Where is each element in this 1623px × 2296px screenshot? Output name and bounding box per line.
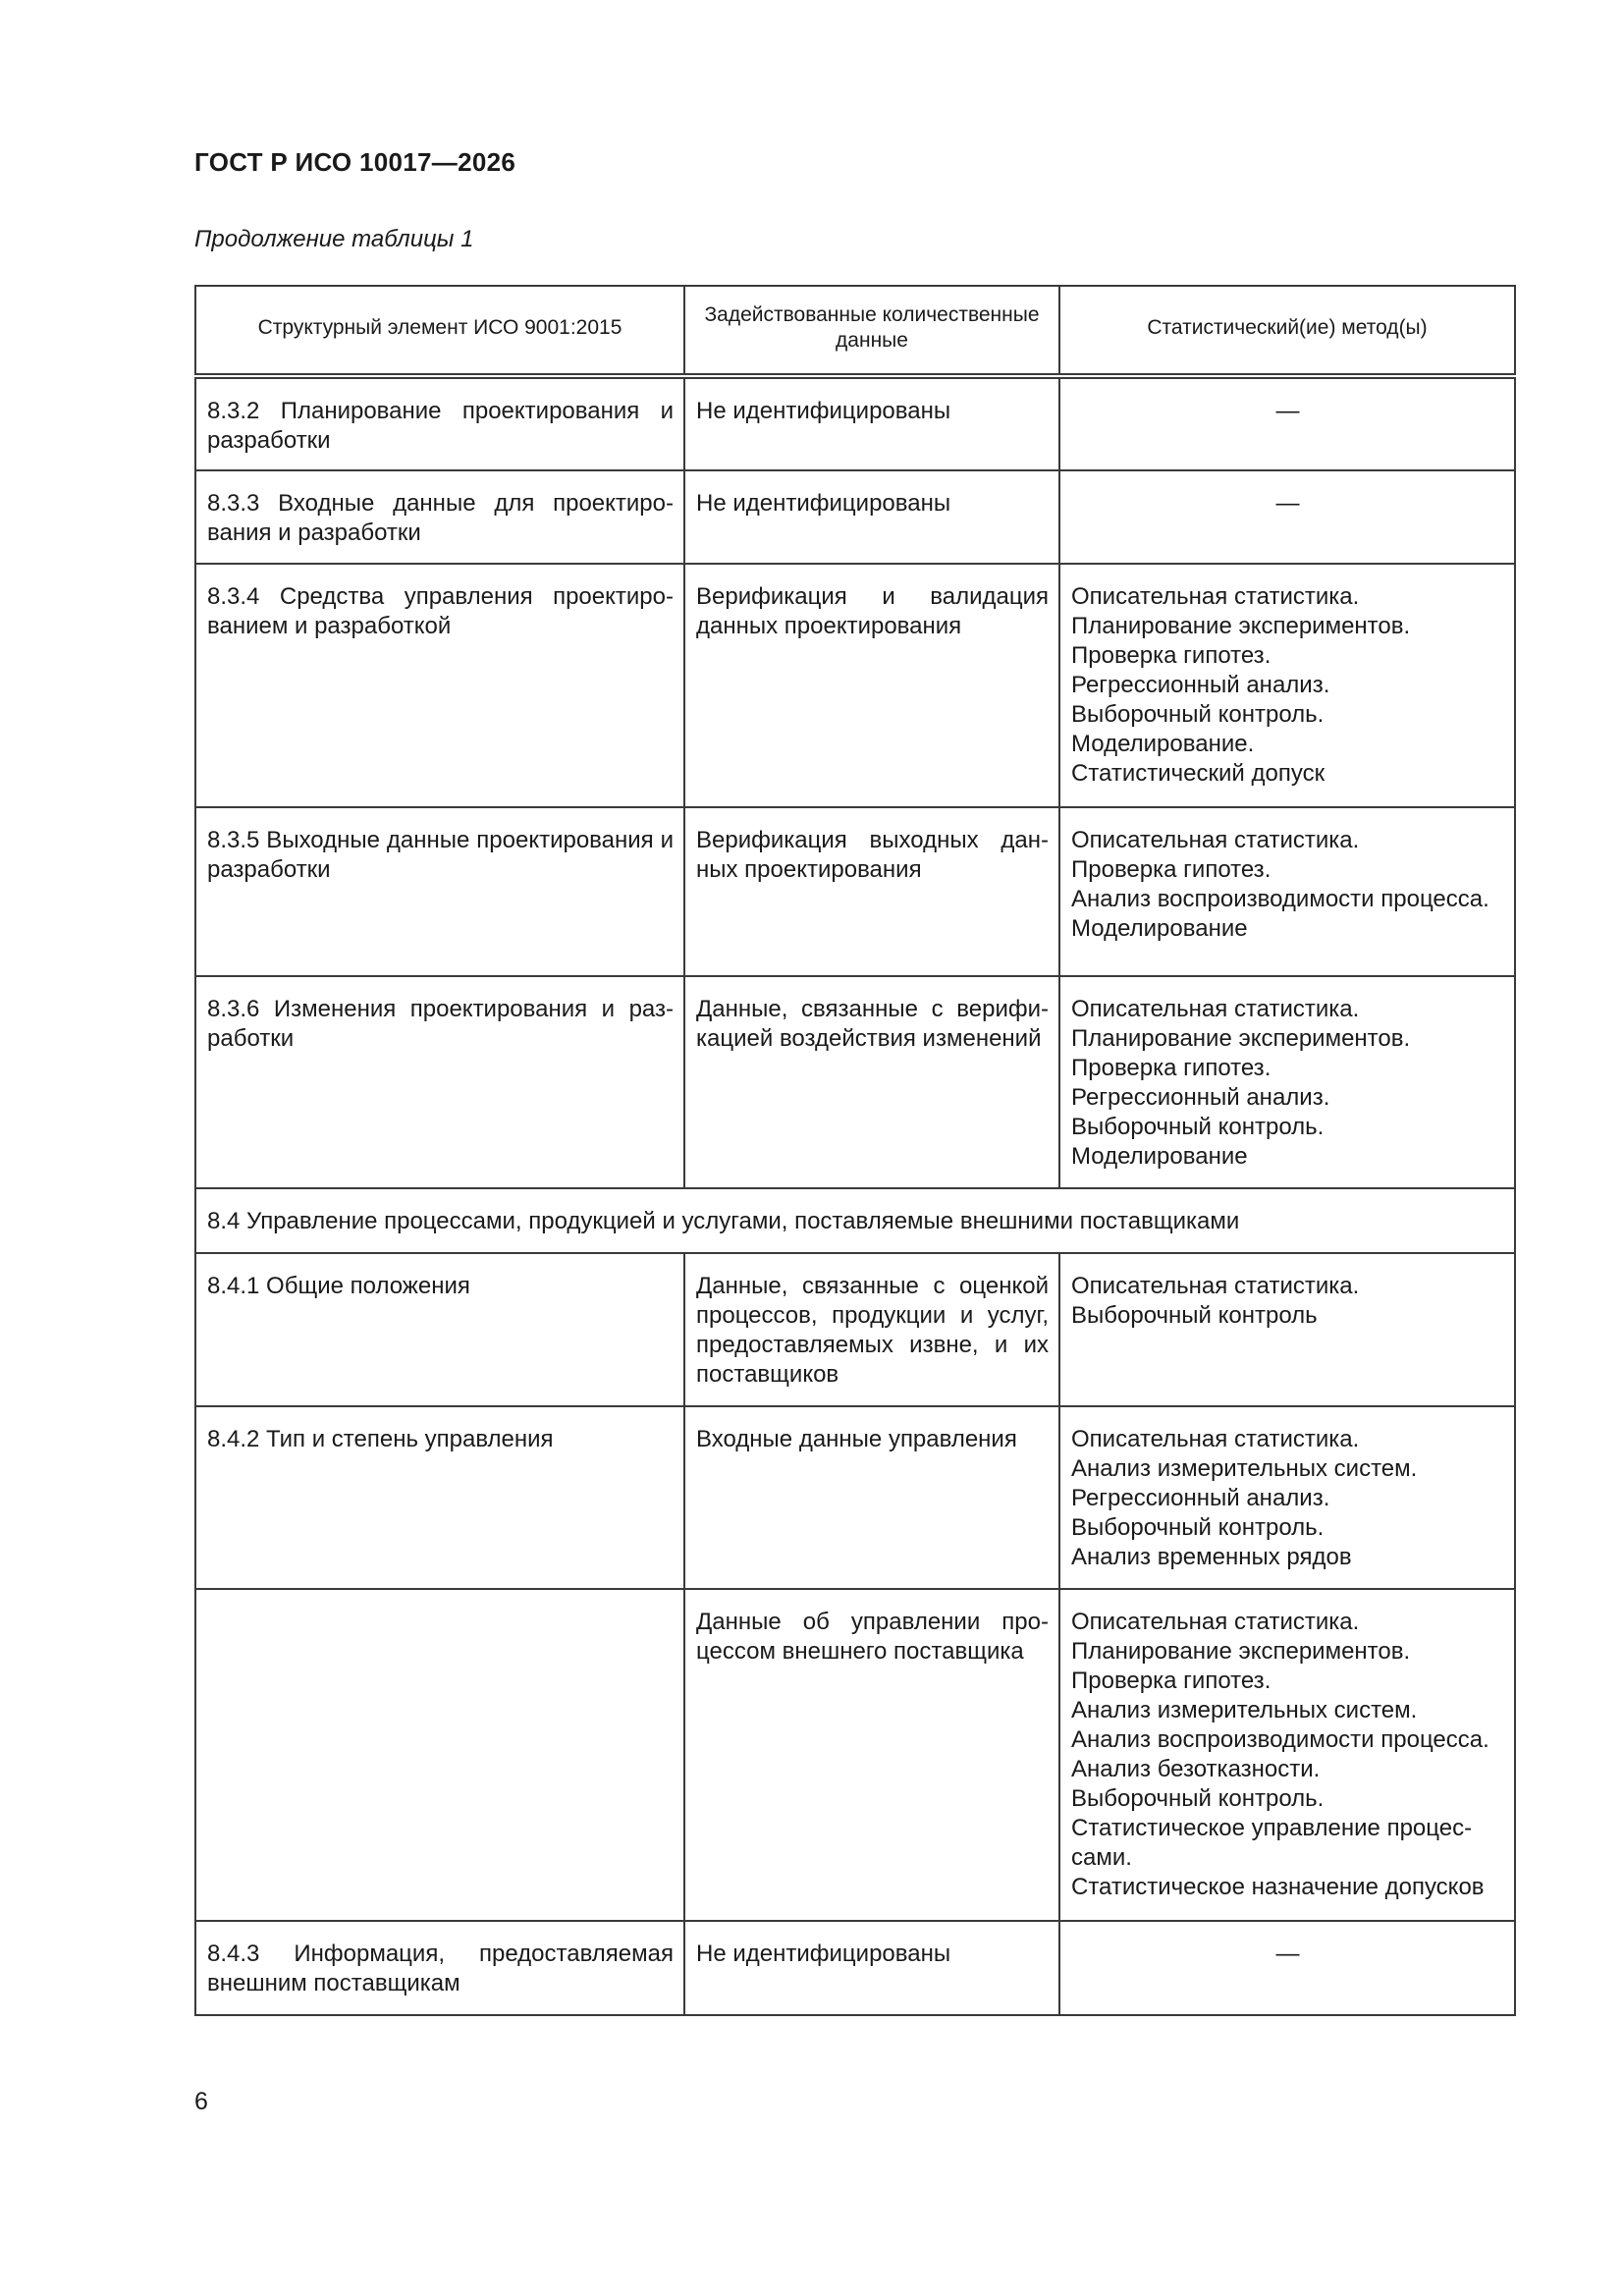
element-cell: 8.3.3 Входные данные для проектирования и разработки <box>195 470 684 564</box>
method-item: Регрессионный анализ. <box>1071 672 1330 698</box>
method-item: Регрессионный анализ. <box>1071 1084 1330 1111</box>
method-item: Описательная статистика. <box>1071 827 1360 853</box>
method-item: Статистический допуск <box>1071 760 1325 787</box>
methods-cell <box>1059 1406 1515 1589</box>
table-body <box>195 376 1515 2015</box>
methods-cell <box>1059 807 1515 976</box>
table-row <box>195 1921 1515 2015</box>
method-item: Описательная статистика. <box>1071 583 1360 610</box>
methods-cell <box>1059 564 1515 807</box>
column-header-element: Структурный элемент ИСО 9001:2015 <box>195 286 684 376</box>
data-cell: Не идентифицированы <box>684 1921 1059 2015</box>
table-row <box>195 1188 1515 1253</box>
element-cell: 8.3.4 Средства управления проектированием и разработкой <box>195 564 684 807</box>
section-heading-cell: 8.4 Управление процессами, продукцией и услугами, поставляемые внешними поставщиками <box>195 1188 1515 1253</box>
data-cell: Не идентифицированы <box>684 470 1059 564</box>
table-row <box>195 1589 1515 1921</box>
table-header-row <box>195 286 1515 376</box>
table-row <box>195 564 1515 807</box>
element-cell: 8.4.3 Информация, предоставляемая внешним поставщикам <box>195 1921 684 2015</box>
data-cell: Не идентифицированы <box>684 376 1059 470</box>
methods-cell <box>1059 470 1515 564</box>
table-caption: Продолжение таблицы 1 <box>194 226 474 252</box>
data-cell: Верификация и валидация данных проектирования <box>684 564 1059 807</box>
column-header-data: Задействованные количественные данные <box>684 286 1059 376</box>
method-item: Проверка гипотез. <box>1071 856 1271 883</box>
method-item: Анализ измерительных систем. <box>1071 1697 1418 1723</box>
column-header-methods: Статистический(ие) метод(ы) <box>1059 286 1515 376</box>
data-cell: Верификация выходных данных проектирования <box>684 807 1059 976</box>
method-item: — <box>1275 1941 1300 1967</box>
methods-cell <box>1059 1253 1515 1406</box>
method-item: — <box>1275 490 1300 517</box>
table-row <box>195 1253 1515 1406</box>
method-item: Регрессионный анализ. <box>1071 1485 1330 1511</box>
table-row <box>195 807 1515 976</box>
document-code: ГОСТ Р ИСО 10017—2026 <box>194 147 516 177</box>
data-cell: Входные данные управления <box>684 1406 1059 1589</box>
method-item: Описательная статистика. <box>1071 1426 1360 1452</box>
element-cell <box>195 1589 684 1921</box>
table-row <box>195 376 1515 470</box>
table-row <box>195 1406 1515 1589</box>
element-cell: 8.3.2 Планирование проектирования и разработки <box>195 376 684 470</box>
data-cell: Данные, связанные с верификацией воздействия изменений <box>684 976 1059 1188</box>
element-cell: 8.4.2 Тип и степень управления <box>195 1406 684 1589</box>
method-item: Моделирование <box>1071 1143 1248 1170</box>
method-item: Описательная статистика. <box>1071 1273 1360 1299</box>
table-row <box>195 976 1515 1188</box>
method-item: Проверка гипотез. <box>1071 1055 1271 1081</box>
method-item: Описательная статистика. <box>1071 1609 1360 1635</box>
method-item: Проверка гипотез. <box>1071 1667 1271 1694</box>
method-item: Моделирование. <box>1071 731 1255 757</box>
requirements-table <box>194 285 1516 2016</box>
method-item: Анализ безотказности. <box>1071 1756 1321 1782</box>
methods-cell <box>1059 1589 1515 1921</box>
method-item: Планирование экспериментов. <box>1071 1025 1411 1052</box>
method-item: Анализ воспроизводимости процесса. <box>1071 1726 1489 1753</box>
method-item: Статистическое управление процессами. <box>1071 1815 1473 1871</box>
method-item: Статистическое назначение допусков <box>1071 1874 1485 1900</box>
method-item: Выборочный контроль. <box>1071 1514 1325 1541</box>
method-item: Проверка гипотез. <box>1071 642 1271 669</box>
methods-cell <box>1059 1921 1515 2015</box>
methods-cell <box>1059 976 1515 1188</box>
method-item: Выборочный контроль <box>1071 1302 1318 1329</box>
page-number: 6 <box>194 2088 208 2115</box>
method-item: Выборочный контроль. <box>1071 1114 1325 1140</box>
table-row <box>195 470 1515 564</box>
methods-cell <box>1059 376 1515 470</box>
method-item: Анализ временных рядов <box>1071 1544 1352 1570</box>
data-cell: Данные, связанные с оценкой процессов, продукции и услуг, предоставляемых извне, и их поставщиков <box>684 1253 1059 1406</box>
method-item: — <box>1275 398 1300 424</box>
method-item: Анализ измерительных систем. <box>1071 1455 1418 1482</box>
method-item: Планирование экспериментов. <box>1071 1638 1411 1665</box>
data-cell: Данные об управлении процессом внешнего поставщика <box>684 1589 1059 1921</box>
method-item: Выборочный контроль. <box>1071 1785 1325 1812</box>
method-item: Планирование экспериментов. <box>1071 613 1411 639</box>
element-cell: 8.3.5 Выходные данные проектирования и разработки <box>195 807 684 976</box>
element-cell: 8.4.1 Общие положения <box>195 1253 684 1406</box>
method-item: Анализ воспроизводимости процесса. <box>1071 886 1489 912</box>
method-item: Моделирование <box>1071 915 1248 942</box>
element-cell: 8.3.6 Изменения проектирования и разработки <box>195 976 684 1188</box>
method-item: Описательная статистика. <box>1071 996 1360 1022</box>
method-item: Выборочный контроль. <box>1071 701 1325 728</box>
